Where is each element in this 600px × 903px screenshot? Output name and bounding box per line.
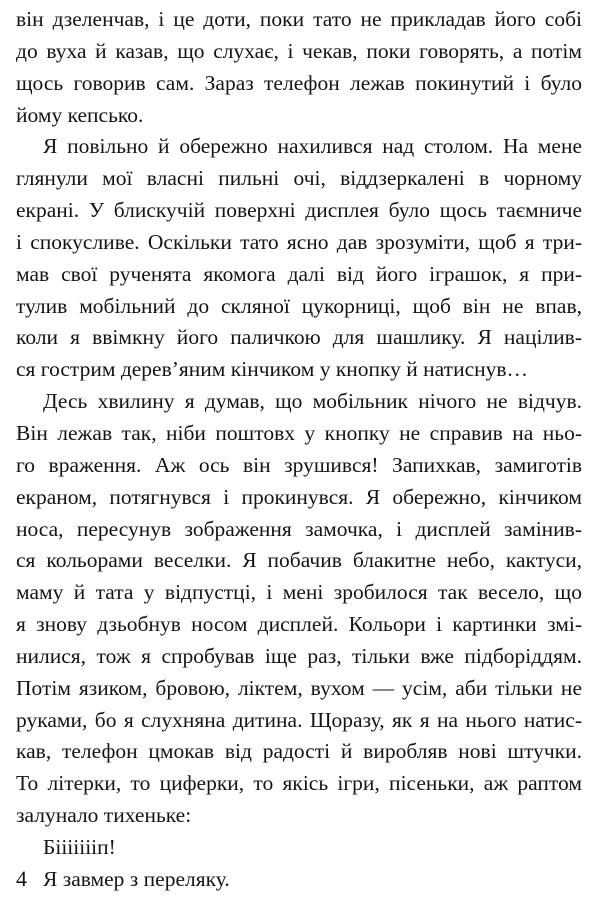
- text-line: щось говорив сам. Зараз телефон лежав покинутий і було: [16, 70, 582, 95]
- text-line: руками, бо я слухняна дитина. Щоразу, як я на нього натис-: [16, 707, 582, 732]
- text-line: Я завмер з переляку.: [43, 866, 230, 891]
- text-line: Я повільно й обережно нахилився над столом. На мене: [43, 134, 582, 159]
- text-line: кав, телефон цмокав від радості й виробляв нові штучки.: [16, 739, 582, 764]
- text-line: Він лежав так, ніби поштовх у кнопку не справив на ньо-: [16, 420, 582, 445]
- text-line: мав свої рученята якомога далі від його іграшок, я при-: [16, 261, 582, 286]
- text-line: я знову дзьобнув носом дисплей. Кольори і картинки змі-: [16, 612, 582, 637]
- text-line: Біііііііп!: [43, 834, 116, 859]
- text-line: залунало тихеньке:: [16, 803, 192, 828]
- page-text: [16, 4, 582, 896]
- text-line: він дзеленчав, і це доти, поки тато не прикладав його собі: [16, 7, 582, 31]
- text-line: маму й тата у відпустці, і мені зробилося так весело, що: [16, 580, 582, 605]
- text-line: То літерки, то циферки, то якісь ігри, пісеньки, аж раптом: [16, 771, 582, 796]
- text-line: ся гострим дерев’яним кінчиком у кнопку й натиснув…: [16, 357, 529, 382]
- text-line: йому кепсько.: [16, 102, 144, 127]
- text-line: Потім язиком, бровою, ліктем, вухом — усім, аби тільки не: [16, 675, 582, 700]
- text-line: глянули мої власні пильні очі, віддзеркалені в чорному: [16, 166, 582, 191]
- text-line: до вуха й казав, що слухає, і чекав, поки говорять, а потім: [16, 38, 582, 63]
- text-line: екрані. У блискучій поверхні дисплея було щось таємниче: [16, 198, 582, 223]
- text-line: коли я ввімкну його паличкою для шашлику. Я націлив-: [16, 325, 582, 350]
- text-line: і спокусливе. Оскільки тато ясно дав зрозуміти, щоб я три-: [16, 229, 582, 254]
- text-line: екраном, потягнувся і прокинувся. Я обережно, кінчиком: [16, 484, 582, 509]
- text-line: нилися, тож я спробував іще раз, тільки вже підборіддям.: [16, 643, 582, 668]
- page-number: 4: [16, 866, 27, 891]
- text-line: носа, пересунув зображення замочка, і дисплей замінив-: [16, 516, 582, 541]
- text-line: ся кольорами веселки. Я побачив блакитне небо, кактуси,: [16, 548, 582, 573]
- text-line: тулив мобільний до скляної цукорниці, щоб він не впав,: [16, 293, 582, 318]
- text-line: Десь хвилину я думав, що мобільник нічого не відчув.: [43, 389, 582, 414]
- text-line: го враження. Аж ось він зрушився! Запихкав, замиготів: [16, 452, 582, 477]
